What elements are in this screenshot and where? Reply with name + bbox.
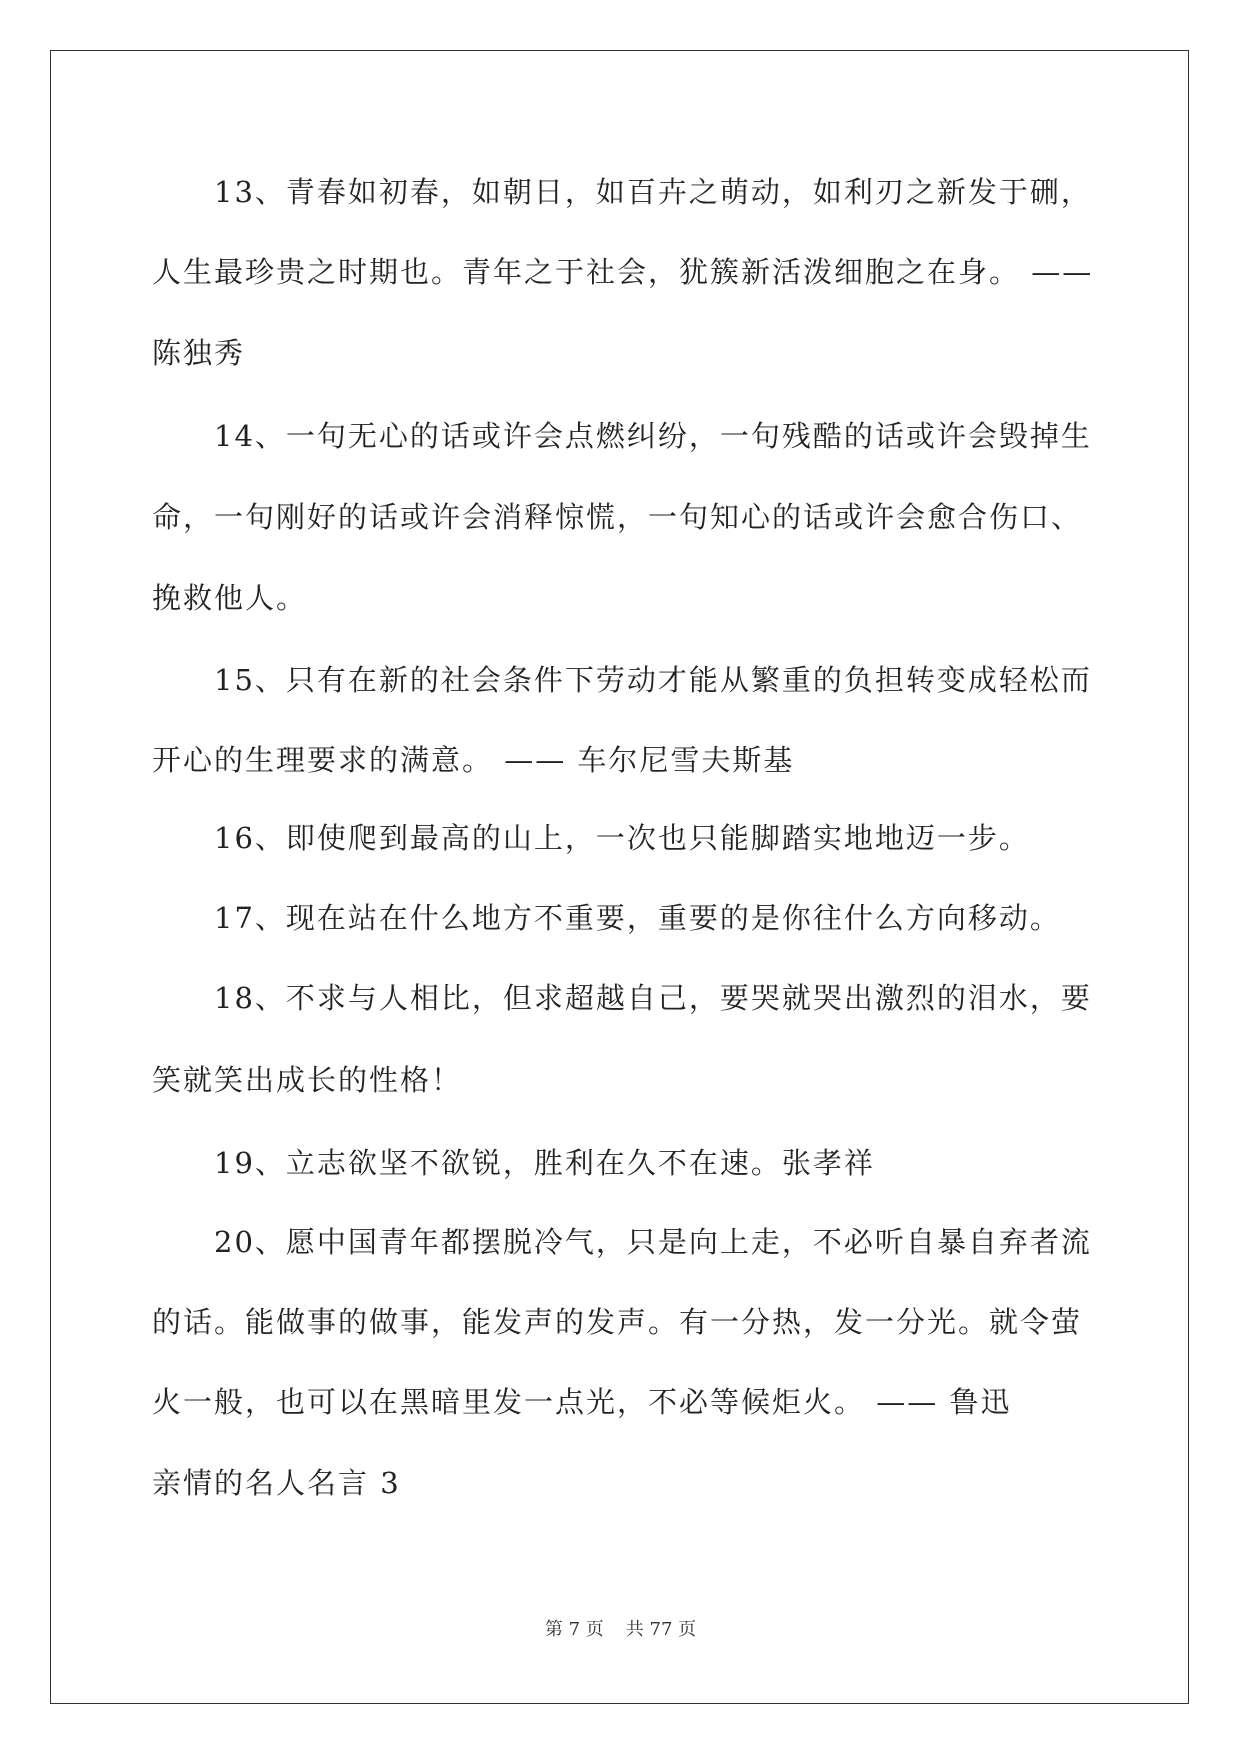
text-line: 14、一句无心的话或许会点燃纠纷，一句残酷的话或许会毁掉生 <box>152 419 1092 453</box>
text-line: 人生最珍贵之时期也。青年之于社会，犹簇新活泼细胞之在身。 —— <box>152 255 1094 289</box>
text-line: 16、即使爬到最高的山上，一次也只能脚踏实地地迈一步。 <box>152 821 1030 855</box>
text-line: 笑就笑出成长的性格！ <box>152 1063 463 1097</box>
page-footer <box>0 1618 1241 1642</box>
text-line: 15、只有在新的社会条件下劳动才能从繁重的负担转变成轻松而 <box>152 663 1092 697</box>
text-line: 的话。能做事的做事，能发声的发声。有一分热，发一分光。就令萤 <box>152 1305 1083 1339</box>
page-border <box>50 50 1189 1704</box>
text-line: 19、立志欲坚不欲锐，胜利在久不在速。张孝祥 <box>152 1146 875 1180</box>
page-total: 共 77 页 <box>625 1619 697 1640</box>
text-line: 18、不求与人相比，但求超越自己，要哭就哭出激烈的泪水，要 <box>152 981 1092 1015</box>
text-line: 陈独秀 <box>152 336 246 370</box>
section-heading: 亲情的名人名言 3 <box>152 1466 401 1500</box>
text-line: 13、青春如初春，如朝日，如百卉之萌动，如利刃之新发于硎， <box>152 175 1092 209</box>
text-line: 命，一句刚好的话或许会消释惊慌，一句知心的话或许会愈合伤口、 <box>152 500 1083 534</box>
text-line: 17、现在站在什么地方不重要，重要的是你往什么方向移动。 <box>152 901 1061 935</box>
text-line: 挽救他人。 <box>152 581 308 615</box>
text-line: 20、愿中国青年都摆脱冷气，只是向上走，不必听自暴自弃者流 <box>152 1225 1092 1259</box>
text-line: 火一般，也可以在黑暗里发一点光，不必等候炬火。 —— 鲁迅 <box>152 1385 1012 1419</box>
text-line: 开心的生理要求的满意。 —— 车尔尼雪夫斯基 <box>152 743 795 777</box>
page-number: 第 7 页 <box>544 1619 604 1640</box>
